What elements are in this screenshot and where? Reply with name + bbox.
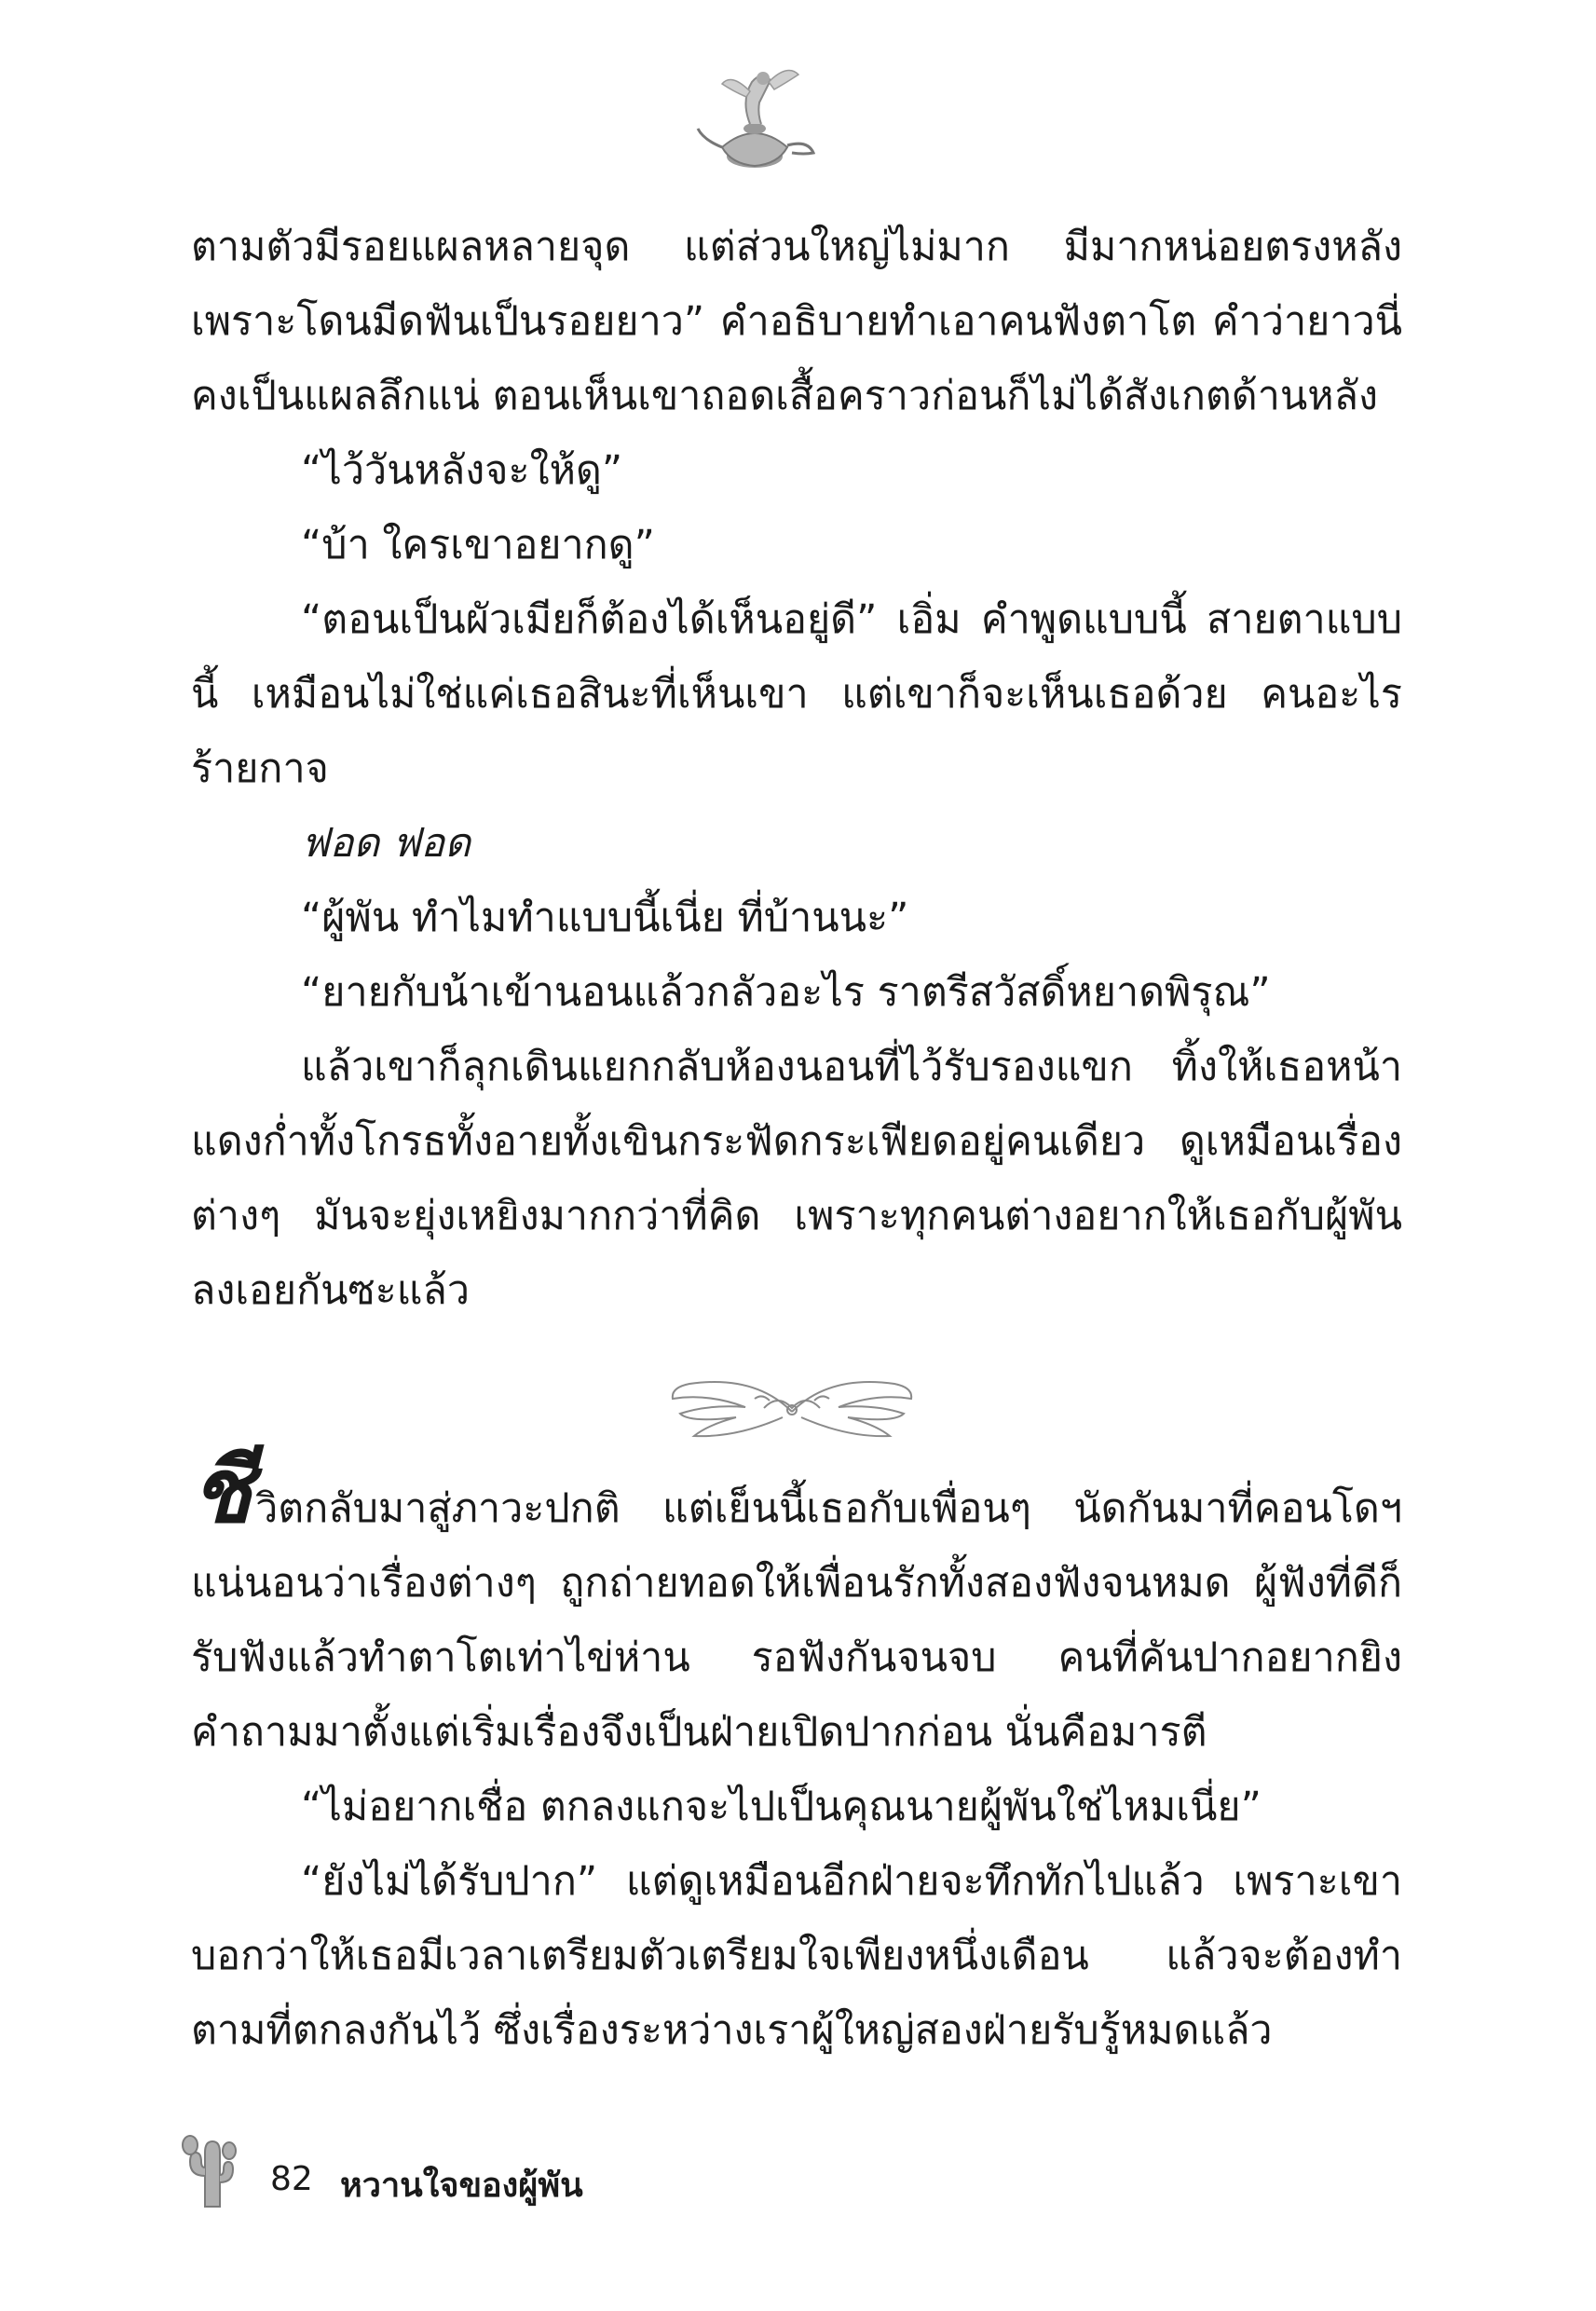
drop-cap: ชี [191,1439,252,1543]
paragraph: แล้วเขาก็ลุกเดินแยกกลับห้องนอนที่ไว้รับรองแขก ทิ้งให้เธอหน้าแดงก่ำทั้งโกรธทั้งอายทั้งเขินกระฟัดกระเฟียดอยู่คนเดียว ดูเหมือนเรื่องต่างๆ มันจะยุ่งเหยิงมากกว่าที่คิด เพราะทุกคนต่างอยากให้เธอกับผู้พันลงเอยกันซะแล้ว [191,1044,1402,1314]
paragraph: ตามตัวมีรอยแผลหลายจุด แต่ส่วนใหญ่ไม่มาก มีมากหน่อยตรงหลัง เพราะโดนมีดฟันเป็นรอยยาว” คำอธิบายทำเอาคนฟังตาโต คำว่ายาวนี่คงเป็นแผลลึกแน่ ตอนเห็นเขาถอดเสื้อคราวก่อนก็ไม่ได้สังเกตด้านหลัง [191,224,1402,419]
page-footer [177,2125,736,2208]
cactus-icon [177,2125,242,2208]
paragraph: “ผู้พัน ทำไมทำแบบนี้เนี่ย ที่บ้านนะ” [301,895,909,941]
paragraph [191,1439,1402,1770]
page-number: 82 [270,2160,313,2198]
paragraph: “ไม่อยากเชื่อ ตกลงแกจะไปเป็นคุณนายผู้พันใช่ไหมเนี่ย” [301,1784,1262,1830]
text-section-bottom [191,1439,1402,2068]
text-section-top [191,210,1402,1328]
paragraph: “ยังไม่ได้รับปาก” แต่ดูเหมือนอีกฝ่ายจะทึกทักไปแล้ว เพราะเขาบอกว่าให้เธอมีเวลาเตรียมตัวเตรียมใจเพียงหนึ่งเดือน แล้วจะต้องทำตามที่ตกลงกันไว้ ซึ่งเรื่องระหว่างเราผู้ใหญ่สองฝ่ายรับรู้หมดแล้ว [191,1858,1402,2054]
paragraph: ฟอด ฟอด [301,820,471,867]
wing-divider-icon [652,1356,932,1458]
paragraph: “ตอนเป็นผัวเมียก็ต้องได้เห็นอยู่ดี” เอิ่ม คำพูดแบบนี้ สายตาแบบนี้ เหมือนไม่ใช่แค่เธอสินะที่เห็นเขา แต่เขาก็จะเห็นเธอด้วย คนอะไรร้ายกาจ [191,596,1402,792]
paragraph: “บ้า ใครเขาอยากดู” [301,522,655,568]
paragraph-text: วิตกลับมาสู่ภาวะปกติ แต่เย็นนี้เธอกับเพื่อนๆ นัดกันมาที่คอนโดฯ แน่นอนว่าเรื่องต่างๆ ถูกถ่ายทอดให้เพื่อนรักทั้งสองฟังจนหมด ผู้ฟังที่ดีก็รับฟังแล้วทำตาโตเท่าไข่ห่าน รอฟังกันจนจบ คนที่คันปากอยากยิงคำถามมาตั้งแต่เริ่มเรื่องจึงเป็นฝ่ายเปิดปากก่อน นั่นคือมารตี [191,1485,1402,1756]
book-title: หวานใจของผู้พัน [340,2167,583,2205]
paragraph: “ยายกับน้าเข้านอนแล้วกลัวอะไร ราตรีสวัสดิ์หยาดพิรุณ” [301,969,1271,1016]
paragraph: “ไว้วันหลังจะให้ดู” [301,447,623,494]
lamp-ornament-icon [685,54,825,185]
